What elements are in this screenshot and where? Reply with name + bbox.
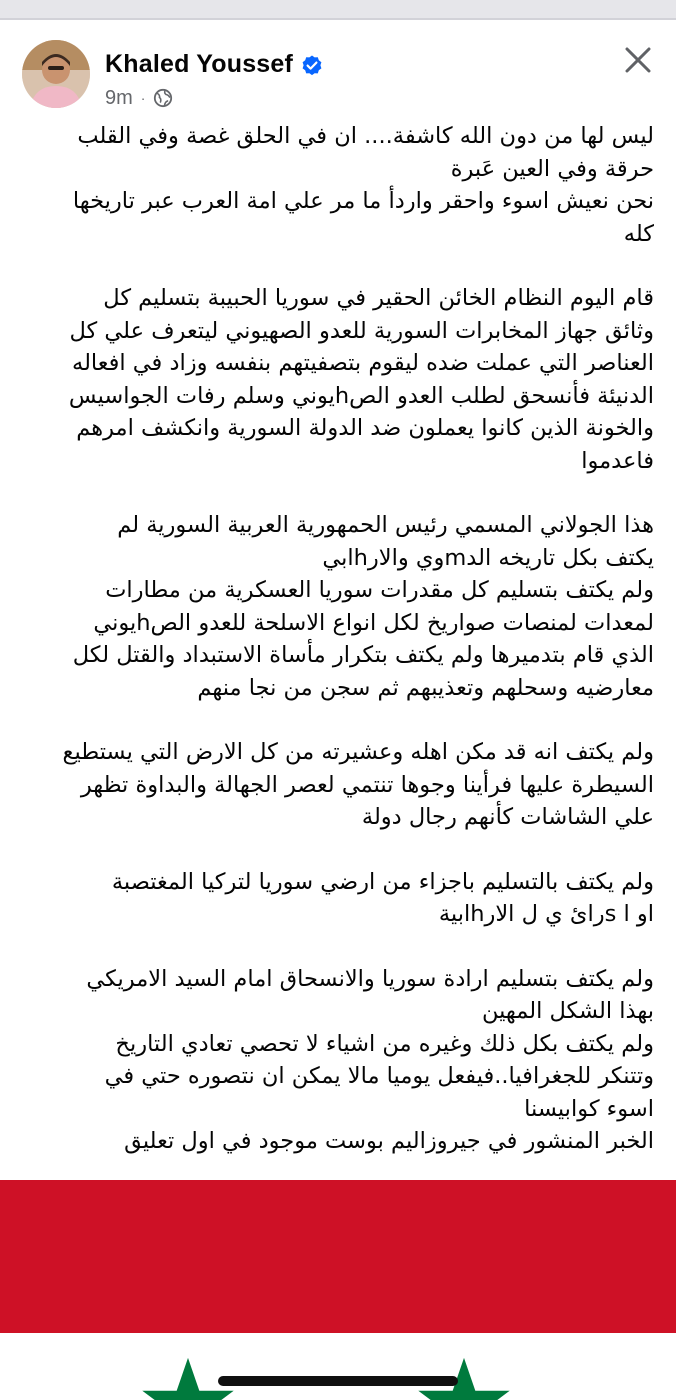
post-text xyxy=(22,120,654,1158)
text-line: الدنيئة فأنسحق لطلب العدو الصhيوني وسلم رفات الجواسيس xyxy=(68,382,654,409)
flag-red-band xyxy=(0,1180,676,1333)
text-line: قام اليوم النظام الخائن الحقير في سوريا الحبيبة بتسليم كل xyxy=(103,285,654,311)
post-image-syrian-flag[interactable] xyxy=(0,1180,676,1400)
previous-post-edge xyxy=(0,0,676,20)
avatar-photo xyxy=(22,40,90,108)
post-paragraph xyxy=(22,736,654,834)
text-line: علي الشاشات كأنهم رجال دولة xyxy=(361,804,654,830)
text-line: لمعدات لمنصات صواريخ لكل انواع الاسلحة للعدو الصhيوني xyxy=(93,609,654,636)
close-icon[interactable] xyxy=(620,42,656,78)
text-line: الذي قام بتدميرها ولم يكتف بتكرار مأساة الاستبداد والقتل لكل xyxy=(72,642,654,668)
post-paragraph xyxy=(22,120,654,250)
verified-badge-icon xyxy=(300,54,324,78)
text-line: ولم يكتف بكل ذلك وغيره من اشياء لا تحصي تعادي التاريخ xyxy=(115,1030,654,1057)
author-name[interactable]: Khaled Youssef xyxy=(105,50,294,78)
text-line: بهذا الشكل المهين xyxy=(481,998,654,1024)
author-avatar[interactable] xyxy=(22,40,90,108)
post-header xyxy=(0,36,676,116)
globe-icon xyxy=(153,88,173,108)
text-line: نحن نعيش اسوء واحقر واردأ ما مر علي امة العرب عبر تاريخها xyxy=(72,188,654,214)
text-line: كله xyxy=(623,220,654,247)
post-paragraph xyxy=(22,866,654,931)
text-line: او ا sرائ ي ل الارhابية xyxy=(438,901,654,927)
post-meta xyxy=(105,86,173,110)
post-timestamp[interactable]: 9m xyxy=(105,86,133,109)
text-line: ولم يكتف بالتسليم باجزاء من ارضي سوريا لتركيا المغتصبة xyxy=(111,868,654,895)
post-paragraph xyxy=(22,963,654,1158)
text-line: يكتف بكل تاريخه الدmوي والارhابي xyxy=(322,544,654,571)
text-line: اسوء كوابيسنا xyxy=(524,1095,654,1122)
text-line: ليس لها من دون الله كاشفة.... ان في الحلق غصة وفي القلب xyxy=(77,123,654,149)
flag-white-band xyxy=(0,1333,676,1400)
home-indicator[interactable] xyxy=(218,1376,458,1386)
text-line: العناصر التي عملت ضده ليقوم بتصفيتهم بنفسه وزاد في افعاله xyxy=(72,350,654,376)
text-line: ولم يكتف انه قد مكن اهله وعشيرته من كل الارض التي يستطيع xyxy=(62,739,654,765)
text-line: فاعدموا xyxy=(581,447,654,474)
text-line: والخونة الذين كانوا يعملون ضد الدولة السورية وانكشف امرهم xyxy=(76,415,654,441)
post-paragraph xyxy=(22,282,654,477)
post-paragraph xyxy=(22,509,654,704)
text-line: ولم يكتف بتسليم كل مقدرات سوريا العسكرية من مطارات xyxy=(105,577,654,603)
text-line: السيطرة عليها فرأينا وجوها تنتمي لعصر الجهالة والبداوة تظهر xyxy=(80,771,654,798)
text-line: الخبر المنشور في جيروزاليم بوست موجود في اول تعليق xyxy=(124,1128,654,1154)
text-line: وثائق جهاز المخابرات السورية للعدو الصهيوني ليتعرف علي كل xyxy=(69,317,654,344)
divider xyxy=(0,18,676,20)
text-line: معارضيه وسحلهم وتعذيبهم ثم سجن من نجا منهم xyxy=(197,674,654,701)
text-line: حرقة وفي العين عَبرة xyxy=(450,155,654,182)
text-line: ولم يكتف بتسليم ارادة سوريا والانسحاق امام السيد الامريكي xyxy=(86,965,654,992)
meta-separator: · xyxy=(140,90,146,106)
text-line: وتتنكر للجغرافيا..فيفعل يوميا مالا يمكن ان نتصوره حتي في xyxy=(104,1063,654,1089)
text-line: هذا الجولاني المسمي رئيس الحمهورية العربية السورية لم xyxy=(117,512,654,538)
